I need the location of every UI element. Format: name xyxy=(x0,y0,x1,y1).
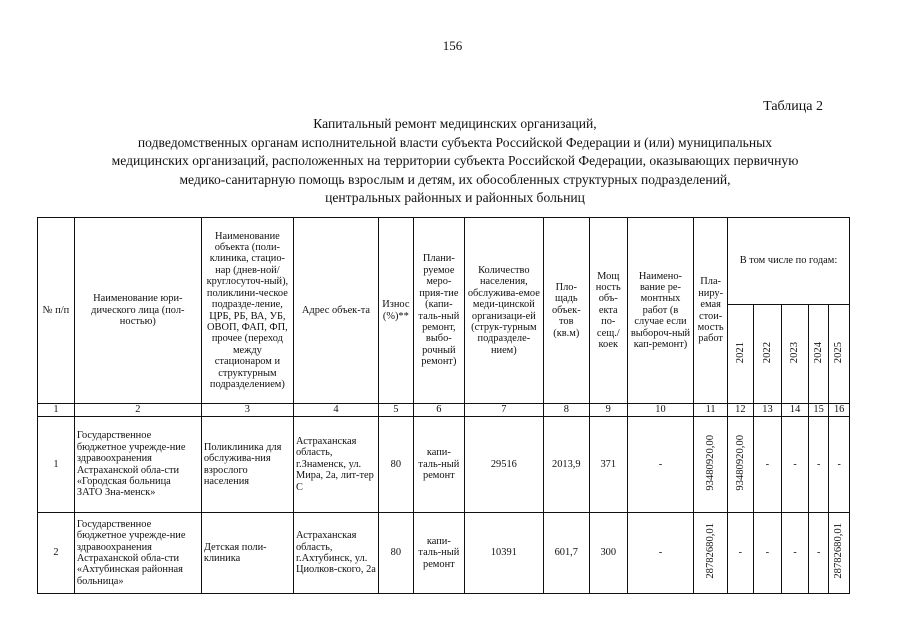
header-year-2021: 2021 xyxy=(728,304,754,403)
row-capacity: 371 xyxy=(589,417,627,513)
row-planned-event: капи-таль-ный ремонт xyxy=(413,513,464,594)
column-number-row xyxy=(38,404,850,417)
row-year-2024: - xyxy=(808,513,828,594)
column-number: 11 xyxy=(694,404,728,417)
header-year-2022: 2022 xyxy=(753,304,782,403)
row-year-2024: - xyxy=(808,417,828,513)
row-year-2021: - xyxy=(728,513,754,594)
column-number: 2 xyxy=(74,404,201,417)
table-label: Таблица 2 xyxy=(763,99,823,114)
table-row xyxy=(38,513,850,594)
row-planned-cost: 93480920,00 xyxy=(694,417,728,513)
column-number: 13 xyxy=(753,404,782,417)
header-works-name: Наимено-вание ре-монтных работ (в случае если выбороч-ный кап-ремонт) xyxy=(627,218,694,404)
header-capacity: Мощ ность объ-екта по-сещ./ коек xyxy=(589,218,627,404)
header-address: Адрес объек-та xyxy=(293,218,378,404)
header-year-2025: 2025 xyxy=(829,304,850,403)
column-number: 1 xyxy=(38,404,75,417)
table-title xyxy=(40,115,870,208)
row-object-name: Детская поли-клиника xyxy=(201,513,293,594)
table-row xyxy=(38,417,850,513)
title-line-2: подведомственных органам исполнительной власти субъекта Российской Федерации и (или) муниципальных xyxy=(137,134,773,150)
column-number: 14 xyxy=(782,404,809,417)
row-num: 1 xyxy=(38,417,75,513)
column-number: 8 xyxy=(543,404,589,417)
row-legal-entity: Государственное бюджетное учрежде-ние здравоохранения Астраханской обла-сти «Городская больница ЗАТО Зна-менск» xyxy=(74,417,201,513)
header-population: Количество населения, обслужива-емое меди-цинской организаци-ей (струк-турным подразделе-нием) xyxy=(464,218,543,404)
row-wear: 80 xyxy=(378,417,413,513)
row-works-name: - xyxy=(627,417,694,513)
row-address: Астраханская область, г.Знаменск, ул. Мира, 2а, лит-тер С xyxy=(293,417,378,513)
column-number: 12 xyxy=(728,404,754,417)
page-number: 156 xyxy=(442,38,463,53)
column-number: 5 xyxy=(378,404,413,417)
row-num: 2 xyxy=(38,513,75,594)
header-year-2024: 2024 xyxy=(808,304,828,403)
column-number: 10 xyxy=(627,404,694,417)
title-line-1: Капитальный ремонт медицинских организаций, xyxy=(313,116,597,131)
row-capacity: 300 xyxy=(589,513,627,594)
row-year-2022: - xyxy=(753,417,782,513)
title-line-5: центральных районных и районных больниц xyxy=(325,190,585,206)
row-works-name: - xyxy=(627,513,694,594)
row-year-2023: - xyxy=(782,417,809,513)
header-num: № п/п xyxy=(38,218,75,404)
header-by-years: В том числе по годам: xyxy=(728,218,850,305)
header-legal-entity: Наименование юри-дического лица (пол-ностью) xyxy=(74,218,201,404)
column-number: 9 xyxy=(589,404,627,417)
header-planned-cost: Пла-ниру-емая стои-мость работ xyxy=(694,218,728,404)
title-line-3: медицинских организаций, расположенных на территории субъекта Российской Федерации, оказывающих первичную xyxy=(111,153,799,169)
row-address: Астраханская область, г.Ахтубинск, ул. Циолков-ского, 2а xyxy=(293,513,378,594)
row-legal-entity: Государственное бюджетное учрежде-ние здравоохранения Астраханской обла-сти «Ахтубинская районная больница» xyxy=(74,513,201,594)
header-object-name: Наименование объекта (поли-клиника, стацио-нар (днев-ной/круглосуточ-ный), поликлини-ческое подразде-ление, ЦРБ, РБ, ВА, УБ, ОВОП, ФАП, ФП, прочее (переход между стационаром и структурным подразделением) xyxy=(201,218,293,404)
row-object-name: Поликлиника для обслужива-ния взрослого населения xyxy=(201,417,293,513)
header-year-2023: 2023 xyxy=(782,304,809,403)
row-year-2023: - xyxy=(782,513,809,594)
column-number: 4 xyxy=(293,404,378,417)
row-population: 29516 xyxy=(464,417,543,513)
row-year-2021: 93480920,00 xyxy=(728,417,754,513)
row-area: 601,7 xyxy=(543,513,589,594)
row-planned-event: капи-таль-ный ремонт xyxy=(413,417,464,513)
header-wear: Износ (%)** xyxy=(378,218,413,404)
row-area: 2013,9 xyxy=(543,417,589,513)
column-number: 7 xyxy=(464,404,543,417)
column-number: 16 xyxy=(829,404,850,417)
column-number: 6 xyxy=(413,404,464,417)
row-year-2022: - xyxy=(753,513,782,594)
title-line-4: медико-санитарную помощь взрослым и детям, их обособленных структурных подразделений, xyxy=(179,171,731,187)
row-wear: 80 xyxy=(378,513,413,594)
header-area: Пло-щадь объек-тов (кв.м) xyxy=(543,218,589,404)
row-planned-cost: 28782680,01 xyxy=(694,513,728,594)
row-year-2025: 28782680,01 xyxy=(829,513,850,594)
header-planned-event: Плани-руемое меро-прия-тие (капи-таль-ный ремонт, выбо-рочный ремонт) xyxy=(413,218,464,404)
column-number: 15 xyxy=(808,404,828,417)
repair-table xyxy=(37,217,850,594)
row-year-2025: - xyxy=(829,417,850,513)
column-number: 3 xyxy=(201,404,293,417)
row-population: 10391 xyxy=(464,513,543,594)
